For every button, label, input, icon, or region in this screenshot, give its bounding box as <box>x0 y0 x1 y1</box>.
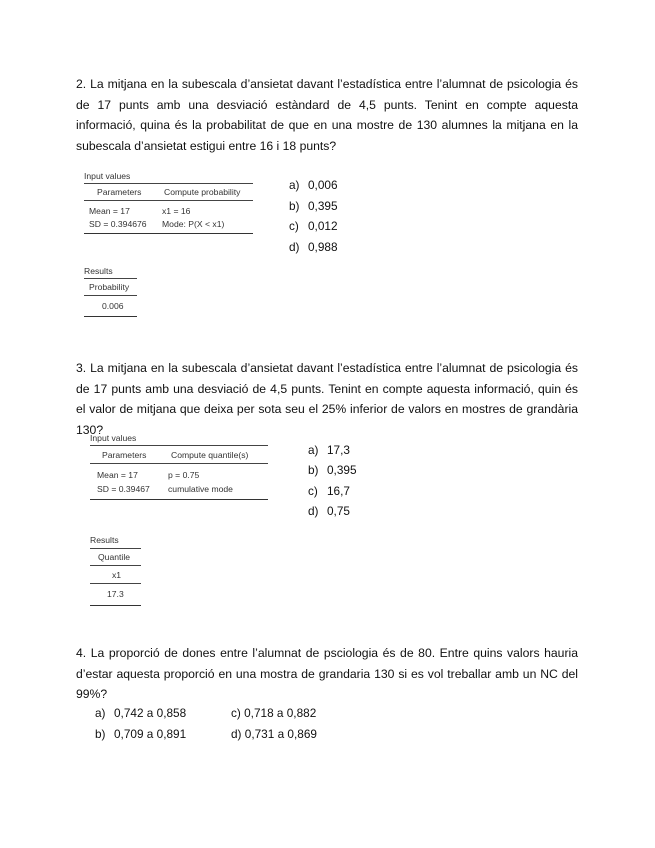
q2-input-title: Input values <box>84 171 131 181</box>
q3-results-value: 17.3 <box>107 589 124 599</box>
q4-option-d: d) 0,731 a 0,869 <box>231 727 317 741</box>
q3-results-header: Quantile <box>98 552 131 562</box>
q3-col-compute: Compute quantile(s) <box>171 450 249 460</box>
question-2-text: 2. La mitjana en la subescala d’ansietat davant l’estadística entre l’alumnat de psicologia és de 17 punts amb una desviació estàndard de 4,5 punts. Tenint en compte aquesta informació, quina és la probabilitat de que en una mostre de 130 alumnes la mitjana en la subescala d’ansietat estigui entre 16 i 18 punts? <box>76 77 578 153</box>
q2-sd: SD = 0.394676 <box>89 219 147 229</box>
q2-option-a: a) 0,006 <box>289 178 338 192</box>
q3-results-top-rule <box>90 548 141 549</box>
q2-option-d: d) 0,988 <box>289 240 338 254</box>
q2-col-compute: Compute probability <box>164 187 241 197</box>
q3-results-sub-rule <box>90 583 141 584</box>
q2-table-header-rule <box>84 200 253 201</box>
q2-results-bottom-rule <box>84 316 137 317</box>
q2-results-title: Results <box>84 266 113 276</box>
q3-input-title: Input values <box>90 433 137 443</box>
q3-option-b: b) 0,395 <box>308 463 357 477</box>
q3-table-bottom-rule <box>90 499 268 500</box>
q2-col-parameters: Parameters <box>97 187 142 197</box>
q3-p: p = 0.75 <box>168 470 200 480</box>
q3-sd: SD = 0.39467 <box>97 484 150 494</box>
question-4-text: 4. La proporció de dones entre l’alumnat de psciologia és de 80. Entre quins valors hauria d’estar aquesta proporció en una mostra de grandaria 130 si es vol treballar amb un NC del 99%? <box>76 646 578 701</box>
q3-results-title: Results <box>90 535 119 545</box>
q2-x1: x1 = 16 <box>162 206 191 216</box>
q2-option-c: c) 0,012 <box>289 219 338 233</box>
q2-results-value: 0.006 <box>102 301 124 311</box>
question-3-text: 3. La mitjana en la subescala d’ansietat davant l’estadística entre l’alumnat de psicologia és de 17 punts amb una desviació de 4,5 punts. Tenint en compte aquesta informació, quin és el valor de mitjana que deixa per sota seu el 25% inferior de valors en mostres de grandària 130? <box>76 361 578 437</box>
q3-results-bottom-rule <box>90 605 141 606</box>
q3-table-header-rule <box>90 463 268 464</box>
q3-mean: Mean = 17 <box>97 470 138 480</box>
q3-results-sub: x1 <box>112 570 122 580</box>
q3-results-header-rule <box>90 565 141 566</box>
q2-results-top-rule <box>84 278 137 279</box>
q2-results-header: Probability <box>89 282 130 292</box>
q3-option-d: d) 0,75 <box>308 504 350 518</box>
q2-mean: Mean = 17 <box>89 206 130 216</box>
q2-table-bottom-rule <box>84 233 253 234</box>
q4-option-b: b) 0,709 a 0,891 <box>95 727 187 741</box>
q3-col-parameters: Parameters <box>102 450 147 460</box>
q2-option-b: b) 0,395 <box>289 199 338 213</box>
q3-mode: cumulative mode <box>168 484 233 494</box>
q2-table-top-rule <box>84 183 253 184</box>
q3-table-top-rule <box>90 445 268 446</box>
q3-option-a: a) 17,3 <box>308 443 350 457</box>
q4-option-c: c) 0,718 a 0,882 <box>231 706 317 720</box>
q3-option-c: c) 16,7 <box>308 484 350 498</box>
q2-results-header-rule <box>84 295 137 296</box>
q4-option-a: a) 0,742 a 0,858 <box>95 706 187 720</box>
q2-mode: Mode: P(X < x1) <box>162 219 225 229</box>
